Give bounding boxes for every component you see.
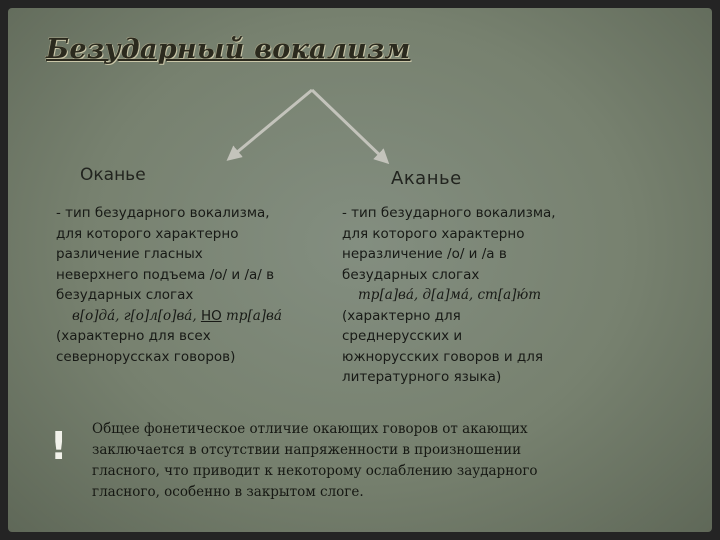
heading-akanye: Аканье: [391, 168, 462, 189]
okanye-line: различение гласных: [56, 246, 203, 262]
okanye-line: - тип безударного вокализма,: [56, 205, 270, 221]
summary-note: [92, 419, 632, 503]
okanye-note-line: севернорусскаx говоров): [56, 348, 236, 365]
okanye-line: для которого характерно: [56, 225, 239, 242]
okanye-definition: [56, 203, 346, 367]
akanye-definition: [342, 203, 642, 388]
okanye-example-tail: тр[а]ва́: [221, 307, 282, 324]
summary-line: заключается в отсутствии напряженности в произношении: [92, 442, 522, 458]
summary-line: Общее фонетическое отличие окающих говоров от акающих: [92, 421, 528, 437]
heading-okanye: Оканье: [80, 165, 146, 185]
akanye-line: безударных слогах: [342, 266, 480, 283]
okanye-example-words: в[о]да́, г[о]л[о]ва́,: [72, 307, 201, 324]
akanye-line: неразличение /о/ и /а в: [342, 246, 507, 262]
okanye-line: неверхнего подъема /о/ и /а/ в: [56, 266, 275, 283]
akanye-note-line: литературного языка): [342, 369, 502, 385]
okanye-example-but: НО: [200, 307, 222, 324]
arrow-right: [312, 90, 386, 161]
slide-background: [8, 8, 712, 532]
okanye-example: [56, 306, 346, 327]
akanye-note-line: среднерусских и: [342, 328, 463, 344]
akanye-line: - тип безударного вокализма,: [342, 205, 556, 221]
akanye-line: для которого характерно: [342, 225, 525, 242]
okanye-note-line: (характерно для всех: [56, 328, 211, 344]
slide-title: Безударный вокализм: [46, 34, 411, 65]
arrow-left: [230, 90, 312, 158]
akanye-note-line: (характерно для: [342, 307, 461, 324]
exclamation-mark: !: [50, 424, 68, 468]
okanye-line: безударных слогах: [56, 287, 194, 303]
akanye-example: тр[а]ва́, д[а]ма́, ст[а]ю́т: [358, 287, 542, 303]
summary-line: гласного, что приводит к некоторому ослаблению заударного: [92, 463, 538, 479]
akanye-note-line: южнорусских говоров и для: [342, 348, 544, 365]
summary-line: гласного, особенно в закрытом слоге.: [92, 484, 364, 500]
